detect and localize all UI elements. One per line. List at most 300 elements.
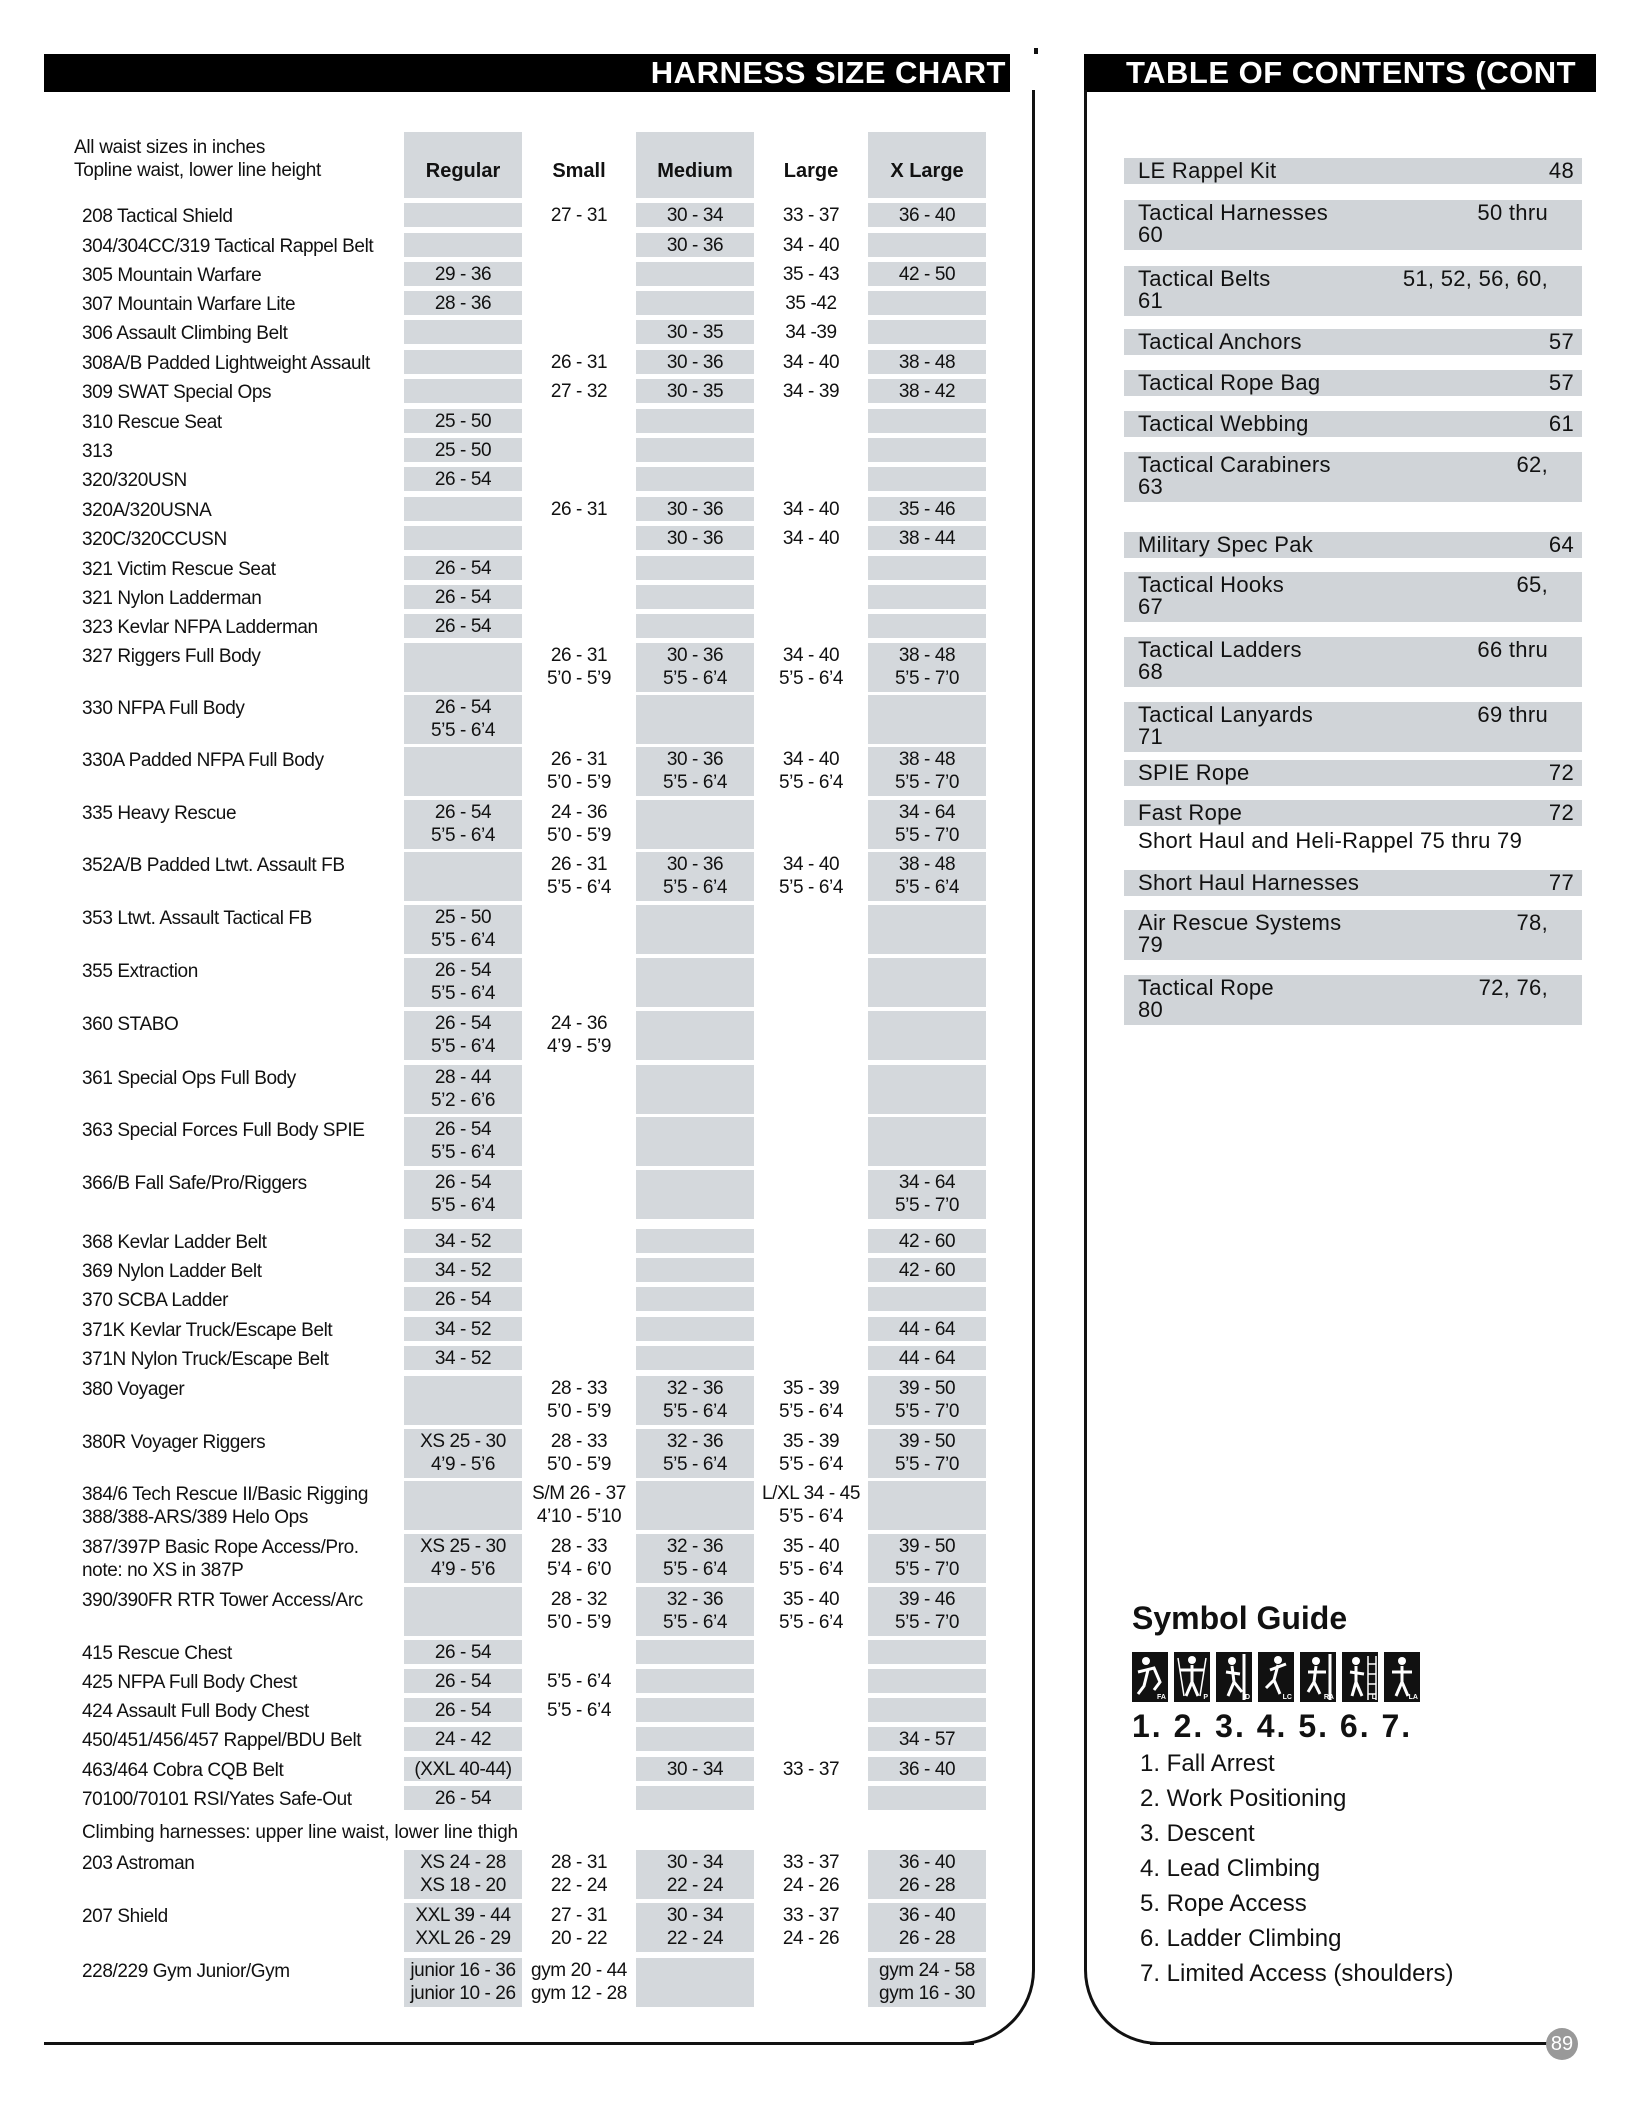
cell-shade [868,1786,986,1810]
table-row [0,643,1000,693]
size-cell-reg: 26 - 54 [434,1289,492,1310]
symbol-guide-item: 2. Work Positioning [1140,1785,1347,1812]
size-cell-md: 32 - 36 5’5 - 6’4 [663,1378,727,1422]
harness-name: 369 Nylon Ladder Belt [82,1261,262,1282]
toc-item[interactable] [1124,532,1582,558]
size-cell-sm: 24 - 36 5’0 - 5’9 [547,802,611,846]
left-bottom-rule [44,2042,974,2045]
cell-shade [636,614,754,638]
harness-name: 304/304CC/319 Tactical Rappel Belt [82,236,374,257]
cell-shade [636,585,754,609]
cell-shade [404,643,522,692]
table-row [0,467,1000,492]
harness-name: 321 Victim Rescue Seat [82,559,276,580]
harness-name: 330 NFPA Full Body [82,698,245,719]
size-cell-xl: 44 - 64 [898,1348,956,1369]
size-cell-reg: XXL 39 - 44 XXL 26 - 29 [415,1905,511,1949]
size-cell-lg: 34 - 40 5’5 - 6’4 [779,854,843,898]
symbol-icon-1-icon [1132,1652,1168,1702]
size-cell-reg: 26 - 54 [434,469,492,490]
toc-continuation: 71 [1138,724,1164,749]
toc-title: TABLE OF CONTENTS (CONT [1126,55,1577,90]
harness-name: 207 Shield [82,1906,168,1927]
table-row [0,1640,1000,1665]
table-row [0,203,1000,228]
size-cell-sm: 28 - 33 5’4 - 6’0 [547,1536,611,1580]
size-cell-lg: 34 - 40 [782,352,840,373]
page-number: 89 [1546,2028,1578,2060]
symbol-icon-4-icon [1258,1652,1294,1702]
cell-shade [868,556,986,580]
symbol-guide-item: 1. Fall Arrest [1140,1750,1275,1777]
symbol-icon-label: LC [1282,1694,1292,1701]
size-cell-xl: gym 24 - 58 gym 16 - 30 [879,1960,975,2004]
table-row [0,1481,1000,1531]
size-cell-reg: XS 25 - 30 4’9 - 5’6 [420,1431,506,1475]
size-cell-sm: 27 - 31 [550,205,608,226]
size-notes [74,136,321,182]
harness-name: 305 Mountain Warfare [82,265,262,286]
size-cell-reg: 34 - 52 [434,1260,492,1281]
symbol-guide-item: 3. Descent [1140,1820,1255,1847]
size-cell-lg: 35 - 39 5’5 - 6’4 [779,1431,843,1475]
harness-name: 415 Rescue Chest [82,1643,232,1664]
table-row [0,1229,1000,1254]
cell-shade [868,1669,986,1693]
toc-page: 51, 52, 56, 60, [1402,266,1548,291]
size-cell-reg: 26 - 54 [434,1700,492,1721]
header-small: Small [552,160,606,182]
size-cell-lg: 35 -42 [785,293,837,314]
cell-shade [868,291,986,315]
toc-label: Tactical Hooks [1138,572,1285,597]
toc-page: 77 [1548,870,1574,895]
size-cell-xl: 36 - 40 26 - 28 [898,1905,956,1949]
toc-page: 57 [1548,329,1574,354]
size-cell-xl: 36 - 40 26 - 28 [898,1852,956,1896]
cell-shade [636,1481,754,1530]
toc-label: Tactical Carabiners [1138,452,1331,477]
symbol-icon-label: RA [1323,1694,1334,1701]
harness-name: 355 Extraction [82,961,198,982]
toc-label: Tactical Rope Bag [1138,370,1321,395]
toc-page: 64 [1548,532,1574,557]
harness-name: 208 Tactical Shield [82,206,233,227]
toc-label: Tactical Anchors [1138,329,1302,354]
toc-page: 50 thru [1477,200,1548,225]
symbol-guide-item: 5. Rope Access [1140,1890,1307,1917]
size-cell-md: 32 - 36 5’5 - 6’4 [663,1536,727,1580]
cell-shade [636,905,754,954]
table-row [0,1698,1000,1723]
toc-page: 65, [1516,572,1548,597]
size-cell-sm: 27 - 31 20 - 22 [550,1905,608,1949]
toc-item[interactable] [1124,158,1582,184]
cell-shade [636,556,754,580]
size-cell-md: 30 - 36 5’5 - 6’4 [663,854,727,898]
table-row [0,1850,1000,1900]
harness-name: 352A/B Padded Ltwt. Assault FB [82,855,345,876]
cell-shade [404,852,522,901]
size-cell-sm: 5’5 - 6’4 [547,1671,611,1692]
cell-shade [868,467,986,491]
cell-shade [636,438,754,462]
symbol-icon-5-icon [1300,1652,1336,1702]
size-cell-xl: 42 - 60 [898,1260,956,1281]
table-row [0,1958,1000,2008]
table-row [0,1429,1000,1479]
size-cell-sm: 28 - 32 5’0 - 5’9 [547,1589,611,1633]
harness-name: 323 Kevlar NFPA Ladderman [82,617,318,638]
table-row [0,379,1000,404]
cell-shade [404,526,522,550]
symbol-icon-label: P [1203,1694,1208,1701]
toc-header [1084,54,1596,92]
cell-shade [636,1287,754,1311]
toc-page: 48 [1548,158,1574,183]
table-row [0,585,1000,610]
cell-shade [636,1170,754,1219]
cell-shade [868,614,986,638]
cell-shade [636,1727,754,1751]
cell-shade [404,497,522,521]
symbol-icon-label: L [1371,1694,1376,1701]
harness-name: 320C/320CCUSN [82,529,227,550]
cell-shade [868,1698,986,1722]
header-medium: Medium [657,160,733,182]
size-cell-lg: 35 - 40 5’5 - 6’4 [779,1589,843,1633]
size-cell-xl: 39 - 50 5’5 - 7’0 [895,1536,959,1580]
table-row [0,1346,1000,1371]
harness-name: 228/229 Gym Junior/Gym [82,1961,290,1982]
toc-item[interactable] [1124,800,1582,856]
size-cell-reg: 26 - 54 [434,616,492,637]
size-cell-lg: 34 - 40 5’5 - 6’4 [779,645,843,689]
cell-shade [868,585,986,609]
size-cell-lg: 35 - 39 5’5 - 6’4 [779,1378,843,1422]
size-cell-reg: 28 - 36 [434,293,492,314]
cell-shade [636,262,754,286]
size-cell-lg: 34 -39 [785,322,837,343]
size-cell-sm: 28 - 33 5’0 - 5’9 [547,1378,611,1422]
harness-name: 380R Voyager Riggers [82,1432,266,1453]
toc-item[interactable] [1124,329,1582,355]
header-xlarge: X Large [890,160,964,182]
table-row [0,1117,1000,1167]
harness-name: 360 STABO [82,1014,179,1035]
cell-shade [636,1117,754,1166]
table-row [0,800,1000,850]
size-cell-xl: 38 - 42 [898,381,956,402]
table-row [0,1903,1000,1953]
harness-name: 70100/70101 RSI/Yates Safe-Out [82,1789,352,1810]
symbol-icon-7-icon [1384,1652,1420,1702]
toc-item[interactable] [1124,702,1582,752]
cell-shade [868,438,986,462]
size-cell-reg: 26 - 54 5’5 - 6’4 [431,802,495,846]
cell-shade [636,1640,754,1664]
table-row [0,526,1000,551]
size-cell-md: 30 - 36 [666,352,724,373]
harness-name: 306 Assault Climbing Belt [82,323,288,344]
size-cell-xl: 34 - 57 [898,1729,956,1750]
toc-page: 72 [1548,800,1574,825]
symbol-icon-label: FA [1157,1694,1166,1701]
toc-continuation: 68 [1138,659,1164,684]
table-row [0,695,1000,745]
toc-item[interactable] [1124,572,1582,622]
table-row [0,556,1000,581]
toc-label: Fast Rope [1138,800,1243,825]
harness-name: 307 Mountain Warfare Lite [82,294,296,315]
toc-continuation: 60 [1138,222,1164,247]
size-cell-md: 30 - 34 [666,1759,724,1780]
harness-name: 320A/320USNA [82,500,212,521]
harness-name: 425 NFPA Full Body Chest [82,1672,297,1693]
cell-shade [636,291,754,315]
cell-shade [636,958,754,1007]
table-row [0,291,1000,316]
harness-name: 387/397P Basic Rope Access/Pro. note: no XS in 387P [82,1537,359,1581]
cell-shade [868,1481,986,1530]
table-row [0,1011,1000,1061]
toc-label: Tactical Harnesses [1138,200,1329,225]
size-cell-xl: 44 - 64 [898,1319,956,1340]
table-row [0,1170,1000,1220]
divider-mark [1034,48,1038,54]
cell-shade [868,695,986,744]
cell-shade [404,379,522,403]
size-cell-sm: 24 - 36 4’9 - 5’9 [547,1013,611,1057]
size-cell-sm: 26 - 31 5’0 - 5’9 [547,749,611,793]
table-row [0,1258,1000,1283]
toc-page: 69 thru [1477,702,1548,727]
harness-name: 330A Padded NFPA Full Body [82,750,324,771]
toc-continuation: 63 [1138,474,1164,499]
size-cell-lg: 34 - 40 [782,499,840,520]
size-cell-lg: 35 - 43 [782,264,840,285]
size-cell-reg: 26 - 54 5’5 - 6’4 [431,1172,495,1216]
note-line: Topline waist, lower line height [74,160,322,181]
cell-shade [636,467,754,491]
harness-name: 366/B Fall Safe/Pro/Riggers [82,1173,307,1194]
table-row [0,747,1000,797]
size-cell-lg: 34 - 40 [782,235,840,256]
size-cell-lg: 33 - 37 24 - 26 [782,1852,840,1896]
size-cell-xl: 34 - 64 5’5 - 7’0 [895,802,959,846]
harness-name: 363 Special Forces Full Body SPIE [82,1120,365,1141]
table-row [0,409,1000,434]
size-cell-sm: S/M 26 - 37 4’10 - 5’10 [532,1483,626,1527]
toc-item[interactable] [1124,452,1582,502]
size-cell-sm: 26 - 31 5’5 - 6’4 [547,854,611,898]
size-cell-reg: 26 - 54 [434,558,492,579]
toc-item[interactable] [1124,200,1582,250]
table-row [0,1669,1000,1694]
toc-label: LE Rappel Kit [1138,158,1277,183]
table-row [0,905,1000,955]
harness-name: 450/451/456/457 Rappel/BDU Belt [82,1730,362,1751]
cell-shade [404,203,522,227]
toc-item[interactable] [1124,637,1582,687]
cell-shade [868,409,986,433]
toc-page: 72 [1548,760,1574,785]
cell-shade [868,1065,986,1114]
harness-name: 335 Heavy Rescue [82,803,237,824]
cell-shade [636,1258,754,1282]
toc-item[interactable] [1124,870,1582,896]
size-cell-lg: 35 - 40 5’5 - 6’4 [779,1536,843,1580]
symbol-guide-title: Symbol Guide [1132,1600,1348,1636]
toc-continuation: 67 [1138,594,1164,619]
toc-page: 72, 76, [1478,975,1548,1000]
toc-label: Tactical Ladders [1138,637,1302,662]
cell-shade [404,747,522,796]
cell-shade [636,1065,754,1114]
toc-continuation: 61 [1138,288,1164,313]
harness-name: 384/6 Tech Rescue II/Basic Rigging 388/388-ARS/389 Helo Ops [82,1484,369,1528]
toc-item[interactable] [1124,910,1582,960]
size-cell-reg: 28 - 44 5’2 - 6’6 [431,1067,495,1111]
header-regular: Regular [425,160,501,182]
harness-name: 390/390FR RTR Tower Access/Arc [82,1590,363,1611]
size-cell-sm: 26 - 31 [550,499,608,520]
size-cell-xl: 38 - 48 5’5 - 7’0 [895,749,959,793]
symbol-icon-label: D [1244,1694,1250,1701]
toc-item[interactable] [1124,975,1582,1025]
size-cell-lg: 34 - 40 5’5 - 6’4 [779,749,843,793]
table-row [0,497,1000,522]
table-row [0,852,1000,902]
harness-name: 424 Assault Full Body Chest [82,1701,309,1722]
toc-label: Tactical Webbing [1138,411,1309,436]
cell-shade [868,1287,986,1311]
toc-page: 62, [1516,452,1548,477]
harness-chart-title: HARNESS SIZE CHART [650,55,1006,90]
harness-name: 308A/B Padded Lightweight Assault [82,353,370,374]
toc-label: Air Rescue Systems [1138,910,1342,935]
size-cell-xl: 36 - 40 [898,1759,956,1780]
harness-name: 320/320USN [82,470,187,491]
table-row [0,1786,1000,1811]
size-cell-reg: (XXL 40-44) [414,1759,512,1780]
size-cell-md: 30 - 36 5’5 - 6’4 [663,749,727,793]
size-cell-md: 30 - 36 5’5 - 6’4 [663,645,727,689]
toc-label: Tactical Lanyards [1138,702,1314,727]
table-row [0,1587,1000,1637]
table-row [0,1376,1000,1426]
cell-shade [636,800,754,849]
size-cell-reg: junior 16 - 36 junior 10 - 26 [410,1960,516,2004]
size-cell-md: 32 - 36 5’5 - 6’4 [663,1589,727,1633]
size-cell-md: 30 - 34 22 - 24 [666,1905,724,1949]
cell-shade [868,1640,986,1664]
size-cell-xl: 38 - 44 [898,528,956,549]
size-cell-sm: 28 - 31 22 - 24 [550,1852,608,1896]
size-cell-xl: 39 - 50 5’5 - 7’0 [895,1431,959,1475]
toc-label: Tactical Rope [1138,975,1274,1000]
size-cell-lg: 33 - 37 [782,205,840,226]
cell-shade [636,1229,754,1253]
size-cell-sm: 5’5 - 6’4 [547,1700,611,1721]
harness-name: 463/464 Cobra CQB Belt [82,1760,284,1781]
size-cell-md: 30 - 34 [666,205,724,226]
size-cell-reg: 25 - 50 [434,440,492,461]
symbol-numbers: 1. 2. 3. 4. 5. 6. 7. [1132,1708,1413,1744]
size-cell-reg: 26 - 54 [434,1671,492,1692]
symbol-icon-3-icon [1216,1652,1252,1702]
harness-name: 321 Nylon Ladderman [82,588,262,609]
harness-name: 380 Voyager [82,1379,185,1400]
size-cell-reg: 26 - 54 [434,1788,492,1809]
harness-name: 361 Special Ops Full Body [82,1068,296,1089]
harness-name: 368 Kevlar Ladder Belt [82,1232,267,1253]
toc-label: SPIE Rope [1138,760,1250,785]
size-cell-lg: 33 - 37 [782,1759,840,1780]
toc-item[interactable] [1124,370,1582,396]
cell-shade [868,320,986,344]
cell-shade [404,1587,522,1636]
harness-name: 327 Riggers Full Body [82,646,261,667]
toc-page: 78, [1516,910,1548,935]
toc-item[interactable] [1124,266,1582,316]
size-cell-sm: gym 20 - 44 gym 12 - 28 [531,1960,627,2004]
cell-shade [868,1011,986,1060]
size-cell-lg: 33 - 37 24 - 26 [782,1905,840,1949]
table-row [0,1065,1000,1115]
size-cell-reg: 25 - 50 5’5 - 6’4 [431,907,495,951]
size-cell-sm: 28 - 33 5’0 - 5’9 [547,1431,611,1475]
cell-shade [636,1317,754,1341]
size-cell-md: 30 - 35 [666,381,724,402]
harness-name: 371K Kevlar Truck/Escape Belt [82,1320,333,1341]
cell-shade [868,1117,986,1166]
cell-shade [636,1698,754,1722]
table-row [0,1317,1000,1342]
table-row [0,958,1000,1008]
toc-item[interactable] [1124,411,1582,437]
cell-shade [636,409,754,433]
size-cell-md: 30 - 36 [666,499,724,520]
toc-label: Tactical Belts [1138,266,1271,291]
toc-item[interactable] [1124,760,1582,786]
cell-shade [636,1346,754,1370]
cell-shade [404,1376,522,1425]
size-cell-xl: 34 - 64 5’5 - 7’0 [895,1172,959,1216]
cell-shade [636,695,754,744]
toc-label: Short Haul Harnesses [1138,870,1360,895]
size-cell-md: 30 - 36 [666,235,724,256]
table-row [0,1727,1000,1752]
table-row [0,320,1000,345]
symbol-icon-6-icon [1342,1652,1378,1702]
toc-continuation: Short Haul and Heli-Rappel 75 thru 79 [1138,828,1523,853]
size-cell-md: 30 - 35 [666,322,724,343]
table-row [0,438,1000,463]
cell-shade [636,1786,754,1810]
size-cell-xl: 42 - 60 [898,1231,956,1252]
toc-page: 61 [1548,411,1574,436]
header-large: Large [783,160,839,182]
harness-name: 309 SWAT Special Ops [82,382,272,403]
harness-name: 313 [82,441,113,462]
size-cell-reg: 34 - 52 [434,1231,492,1252]
symbol-guide-item: 6. Ladder Climbing [1140,1925,1342,1952]
harness-chart-header [44,54,1010,92]
size-cell-xl: 38 - 48 5’5 - 6’4 [895,854,959,898]
size-cell-reg: 26 - 54 5’5 - 6’4 [431,960,495,1004]
cell-shade [636,1669,754,1693]
